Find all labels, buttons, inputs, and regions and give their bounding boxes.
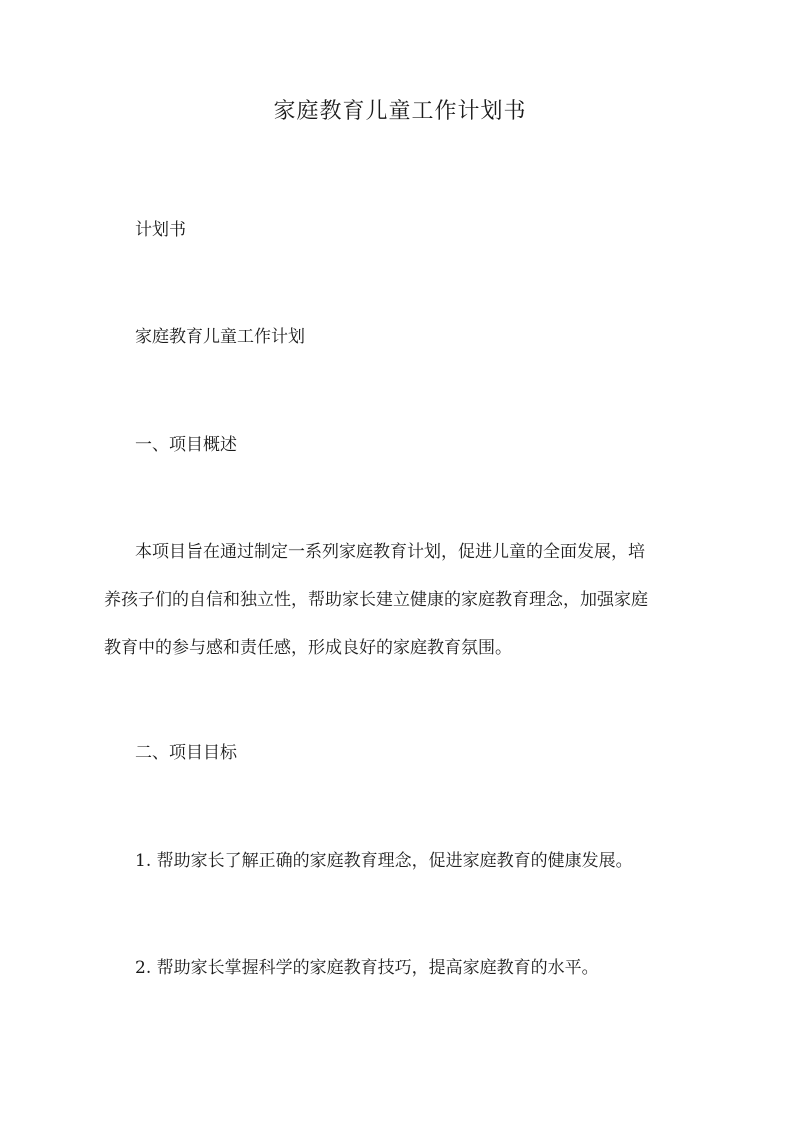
document-subtitle: 家庭教育儿童工作计划: [135, 327, 305, 347]
document-title: 家庭教育儿童工作计划书: [273, 99, 527, 124]
goal-item: 2. 帮助家长掌握科学的家庭教育技巧，提高家庭教育的水平。: [135, 958, 599, 978]
goal-item: 1. 帮助家长了解正确的家庭教育理念，促进家庭教育的健康发展。: [135, 851, 633, 871]
overview-paragraph: [104, 540, 695, 684]
paragraph-line: 养孩子们的自信和独立性，帮助家长建立健康的家庭教育理念，加强家庭: [104, 590, 648, 610]
paragraph-line: 教育中的参与感和责任感，形成良好的家庭教育氛围。: [104, 638, 512, 658]
section-heading-overview: 一、项目概述: [135, 435, 237, 455]
section-heading-goals: 二、项目目标: [135, 743, 237, 763]
paragraph-line: 本项目旨在通过制定一系列家庭教育计划，促进儿童的全面发展，培: [135, 542, 645, 562]
document-label: 计划书: [135, 220, 186, 240]
